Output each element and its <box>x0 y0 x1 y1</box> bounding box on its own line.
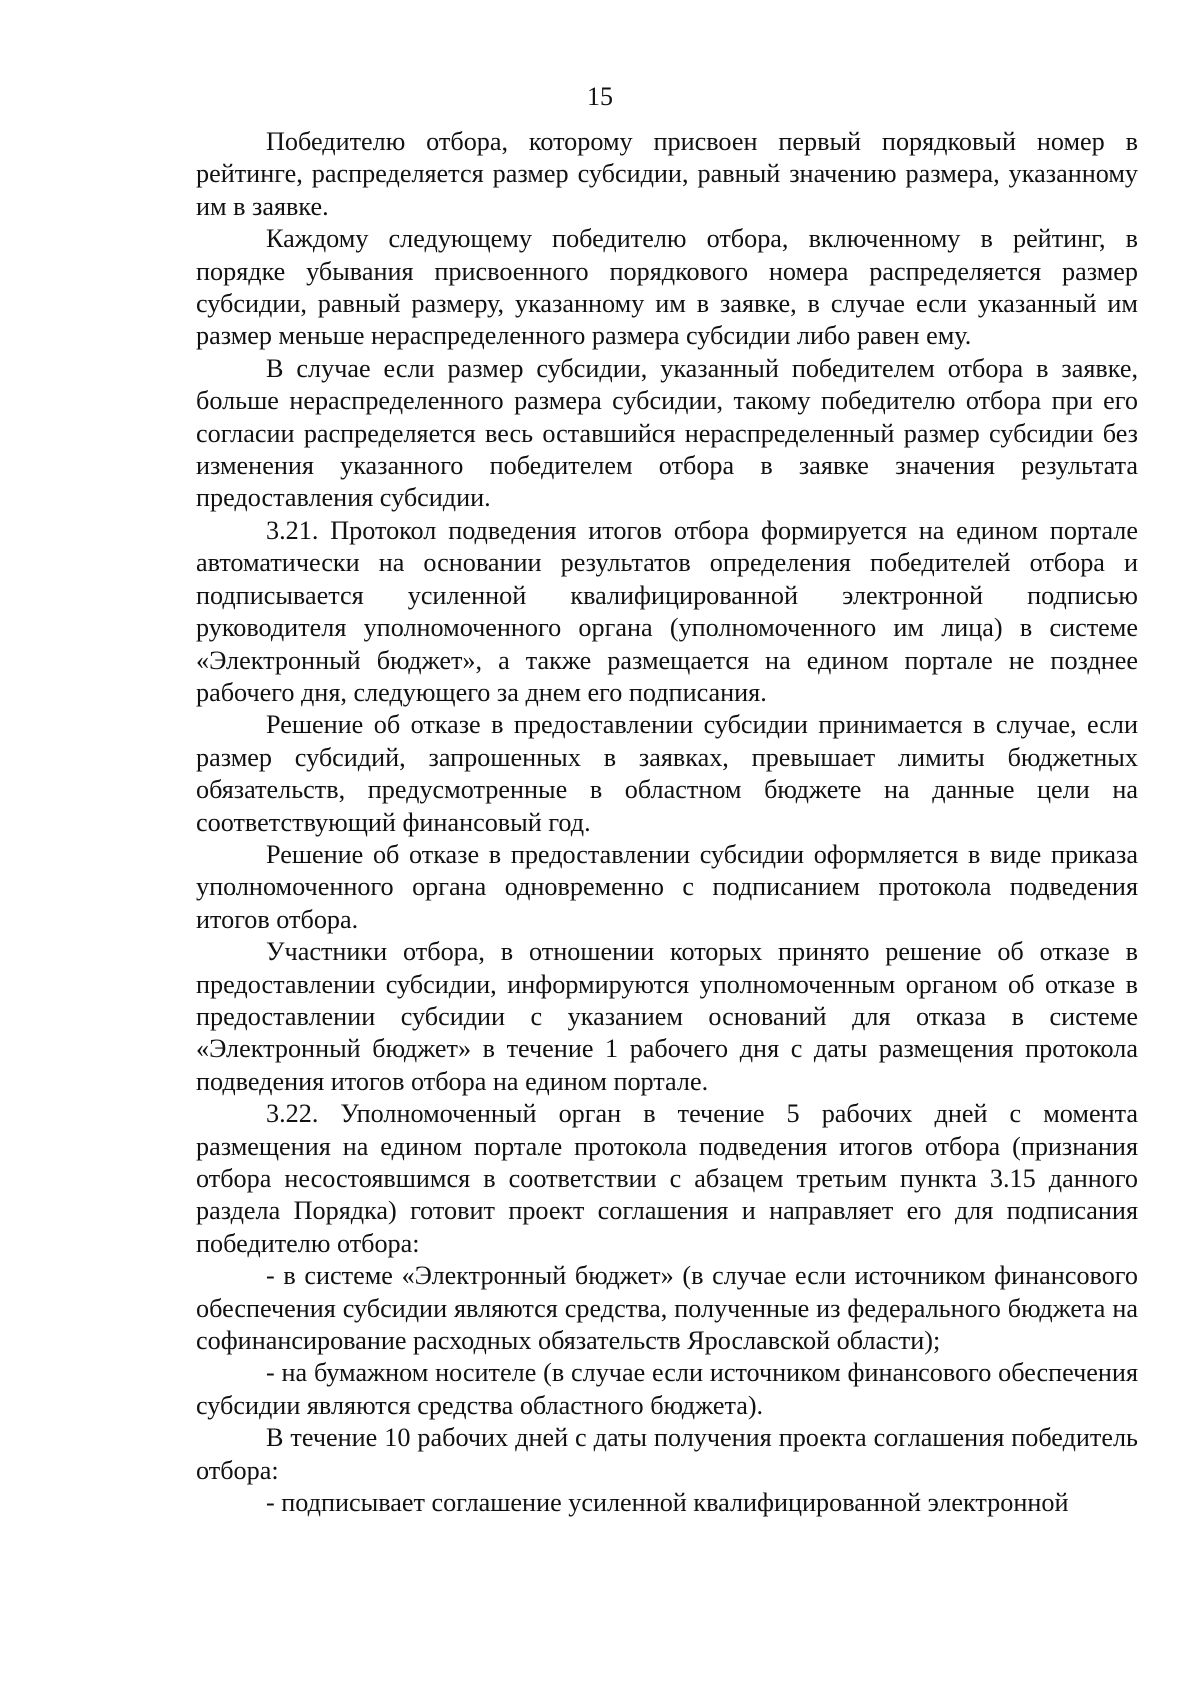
paragraph-3-21-protocol: 3.21. Протокол подведения итогов отбора формируется на едином портале автоматически на основании результатов определения победителей отбора и подписывается усиленной квалифицированной электронной подписью руководителя уполномоченного органа (уполномоченного им лица) в системе «Электронный бюджет», а также размещается на едином портале не позднее рабочего дня, следующего за днем его подписания. <box>196 515 1138 707</box>
paragraph-3-22-agreement: 3.22. Уполномоченный орган в течение 5 рабочих дней с момента размещения на едином портале протокола подведения итогов отбора (признания отбора несостоявшимся в соответствии с абзацем третьим пункта 3.15 данного раздела Порядка) готовит проект соглашения и направляет его для подписания победителю отбора: <box>196 1099 1138 1258</box>
paragraph-participants-informed: Участники отбора, в отношении которых принято решение об отказе в предоставлении субсидии, информируются уполномоченным органом об отказе в предоставлении субсидии с указанием оснований для отказа в системе «Электронный бюджет» в течение 1 рабочего дня с даты размещения протокола подведения итогов отбора на едином портале. <box>196 937 1138 1096</box>
paragraph-exceeding-size: В случае если размер субсидии, указанный победителем отбора в заявке, больше нераспределенного размера субсидии, такому победителю отбора при его согласии распределяется весь оставшийся нераспределенный размер субсидии без изменения указанного победителем отбора в заявке значения результата предоставления субсидии. <box>196 353 1138 513</box>
list-item-electronic-budget: - в системе «Электронный бюджет» (в случае если источником финансового обеспечения субсидии являются средства, полученные из федерального бюджета на софинансирование расходных обязательств Ярославской области); <box>196 1261 1138 1356</box>
page-number: 15 <box>587 82 613 111</box>
paragraph-refusal-order: Решение об отказе в предоставлении субсидии оформляется в виде приказа уполномоченного органа одновременно с подписанием протокола подведения итогов отбора. <box>196 839 1138 934</box>
paragraph-refusal-decision: Решение об отказе в предоставлении субсидии принимается в случае, если размер субсидий, запрошенных в заявках, превышает лимиты бюджетных обязательств, предусмотренные в областном бюджете на данные цели на соответствующий финансовый год. <box>196 710 1138 837</box>
paragraph-winner-first: Победителю отбора, которому присвоен первый порядковый номер в рейтинге, распределяется размер субсидии, равный значению размера, указанному им в заявке. <box>196 127 1138 221</box>
document-body <box>196 126 1138 1519</box>
list-item-signs-agreement: - подписывает соглашение усиленной квалифицированной электронной <box>266 1488 1069 1518</box>
paragraph-next-winner: Каждому следующему победителю отбора, включенному в рейтинг, в порядке убывания присвоенного порядкового номера распределяется размер субсидии, равный размеру, указанному им в заявке, в случае если указанный им размер меньше нераспределенного размера субсидии либо равен ему. <box>196 224 1138 351</box>
list-item-paper: - на бумажном носителе (в случае если источником финансового обеспечения субсидии являются средства областного бюджета). <box>196 1358 1138 1420</box>
paragraph-within-10-days: В течение 10 рабочих дней с даты получения проекта соглашения победитель отбора: <box>196 1423 1138 1485</box>
